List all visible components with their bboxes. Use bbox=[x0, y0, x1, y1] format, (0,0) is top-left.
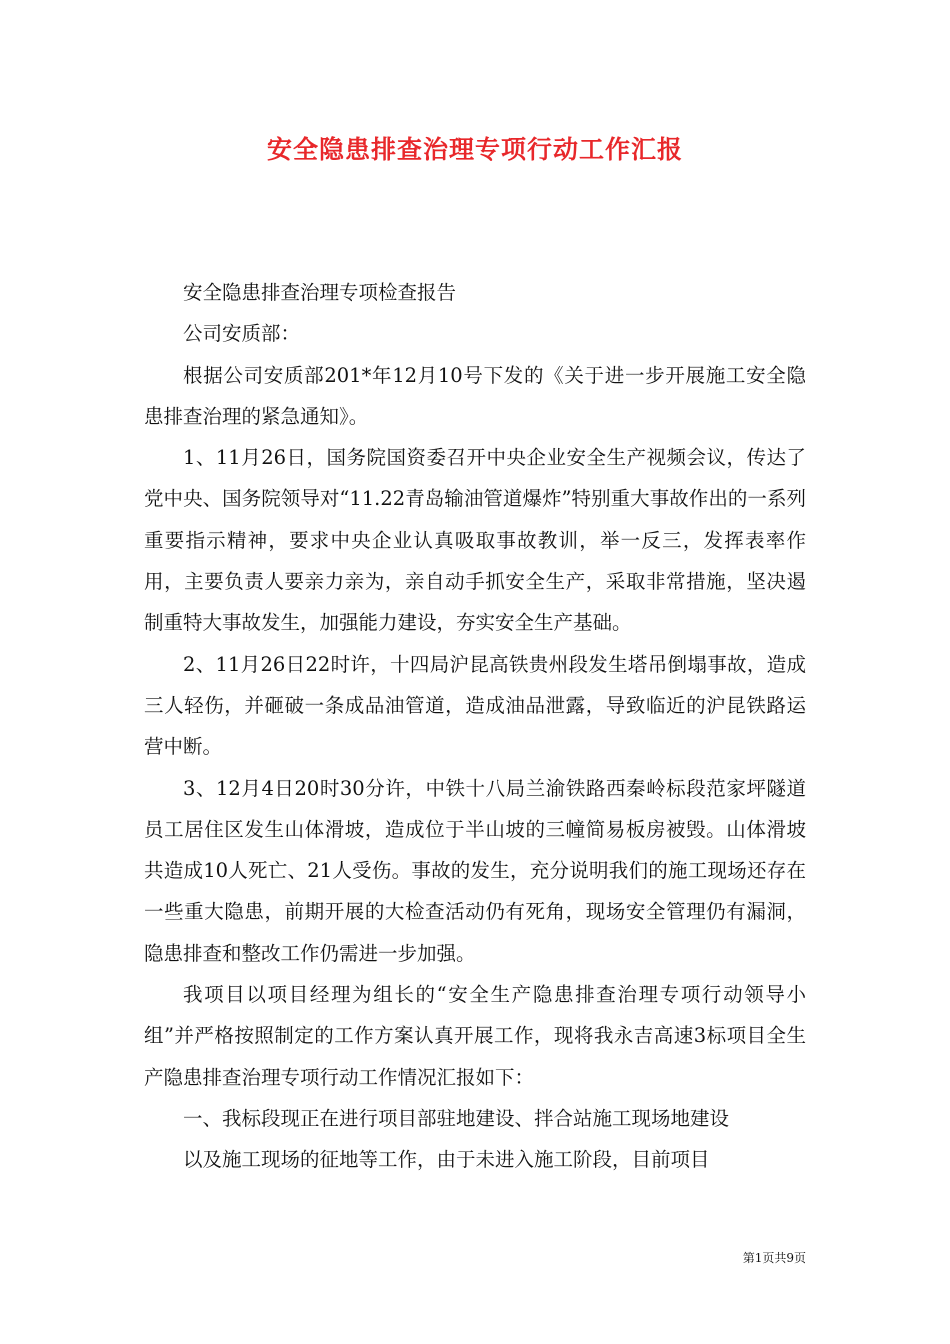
paragraph-item-3: 3、12月4日20时30分许，中铁十八局兰渝铁路西秦岭标段范家坪隧道员工居住区发生山体滑坡，造成位于半山坡的三幢简易板房被毁。山体滑坡共造成10人死亡、21人受伤。事故的发生，充分说明我们的施工现场还存在一些重大隐患，前期开展的大检查活动仍有死角，现场安全管理仍有漏洞，隐患排查和整改工作仍需进一步加强。 bbox=[144, 776, 806, 965]
paragraph-item-1: 1、11月26日，国务院国资委召开中央企业安全生产视频会议，传达了党中央、国务院领导对“11.22青岛输油管道爆炸”特别重大事故作出的一系列重要指示精神，要求中央企业认真吸取事故教训，举一反三，发挥表率作用，主要负责人要亲力亲为，亲自动手抓安全生产，采取非常措施，坚决遏制重特大事故发生，加强能力建设，夯实安全生产基础。 bbox=[144, 446, 806, 635]
page-title: 安全隐患排查治理专项行动工作汇报 bbox=[266, 135, 683, 164]
paragraph-section-1-continued: 以及施工现场的征地等工作，由于未进入施工阶段，目前项目 bbox=[183, 1148, 710, 1172]
paragraph-project-summary: 我项目以项目经理为组长的“安全生产隐患排查治理专项行动领导小组”并严格按照制定的工作方案认真开展工作，现将我永吉高速3标项目全生产隐患排查治理专项行动工作情况汇报如下： bbox=[144, 983, 806, 1089]
paragraph-notice: 根据公司安质部201*年12月10号下发的《关于进一步开展施工安全隐患排查治理的紧急通知》。 bbox=[144, 363, 806, 428]
page-number-footer: 第1页共9页 bbox=[742, 1251, 806, 1265]
paragraph-section-1: 一、我标段现正在进行项目部驻地建设、拌合站施工现场地建设 bbox=[183, 1106, 730, 1130]
paragraph-salutation: 公司安质部： bbox=[183, 322, 301, 346]
paragraph-item-2: 2、11月26日22时许，十四局沪昆高铁贵州段发生塔吊倒塌事故，造成三人轻伤，并砸破一条成品油管道，造成油品泄露，导致临近的沪昆铁路运营中断。 bbox=[144, 652, 806, 759]
document-body bbox=[144, 272, 806, 1181]
paragraph-report-title: 安全隐患排查治理专项检查报告 bbox=[183, 281, 457, 304]
